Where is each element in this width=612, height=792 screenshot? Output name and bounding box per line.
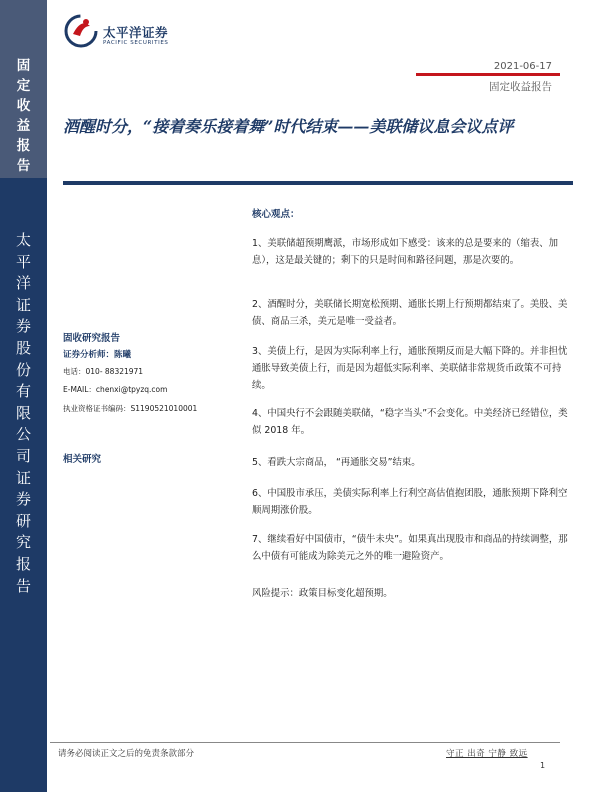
core-point-7: 7、继续看好中国债市，“债牛未央”。如果真出现股市和商品的持续调整，那么中债有可能成为除美元之外的唯一避险资产。: [252, 534, 568, 562]
analyst-phone: 电话：010- 88321971: [63, 367, 144, 376]
sidebar-char: 益: [16, 118, 31, 134]
sidebar-company-label: [0, 230, 47, 597]
analyst-email: E-MAIL：chenxi@tpyzq.com: [63, 385, 168, 394]
core-point-6: 6、中国股市承压，美债实际利率上行利空高估值抱团股，通胀预期下降利空顺周期涨价股。: [252, 488, 568, 516]
risk-warning: 风险提示：政策目标变化超预期。: [252, 588, 393, 599]
core-views-heading: 核心观点：: [252, 209, 300, 220]
header-accent-bar: [416, 73, 560, 76]
sidebar-char: 研: [15, 511, 31, 530]
sidebar-char: 券: [15, 317, 31, 336]
report-type-label: 固收研究报告: [63, 333, 121, 344]
core-point-3: 3、美债上行，是因为实际利率上行，通胀预期反而是大幅下降的。并非担忧通胀导致美债上行，而是因为超低实际利率、美联储非常规货币政策不可持续。: [252, 346, 568, 391]
analyst-label: 证券分析师：: [63, 350, 115, 360]
sidebar-char: 券: [15, 490, 31, 509]
sidebar-char: 收: [16, 98, 31, 114]
sidebar-char: 固: [16, 58, 31, 74]
sidebar-char: 究: [15, 533, 31, 552]
title-divider: [63, 181, 573, 185]
footer-motto-text: 守正 出奇 宁静 致远: [446, 749, 528, 759]
sidebar-char: 公: [15, 425, 31, 444]
core-point-5: 5、看跌大宗商品， “再通胀交易”结束。: [252, 457, 421, 468]
sidebar-char: 股: [15, 338, 31, 357]
page-number: 1: [540, 761, 546, 770]
sidebar-char: 太: [15, 231, 31, 249]
sidebar-char: 限: [15, 403, 31, 422]
sidebar-char: 司: [15, 446, 31, 465]
footer-divider: [50, 742, 560, 743]
sidebar-char: 洋: [15, 274, 31, 293]
related-research-label: 相关研究: [63, 454, 102, 465]
footer-disclaimer: 请务必阅读正文之后的免责条款部分: [58, 749, 195, 759]
core-point-1: 1、美联储超预期鹰派，市场形成如下感受：该来的总是要来的（缩表、加息），这是最关键的；剩下的只是时间和路径问题，那是次要的。: [252, 238, 558, 266]
core-point-2: 2、酒醒时分，美联储长期宽松预期、通胀长期上行预期都结束了。美股、美债、商品三杀，美元是唯一受益者。: [252, 299, 568, 327]
report-category: 固定收益报告: [489, 81, 552, 93]
analyst-name: 陈曦: [114, 350, 132, 360]
core-point-4: 4、中国央行不会跟随美联储，“稳字当头”不会变化。中美经济已经错位，类似 2018 年。: [252, 408, 568, 436]
report-title: 酒醒时分，“接着奏乐接着舞”时代结束——美联储议息会议点评: [63, 117, 514, 136]
sidebar-char: 证: [15, 295, 31, 314]
logo-name-cn: 太平洋证券: [103, 25, 169, 40]
sidebar-char: 告: [15, 576, 31, 595]
sidebar-char: 平: [15, 252, 31, 271]
sidebar-char: 报: [15, 554, 31, 573]
analyst-cert-number: 执业资格证书编码：S1190521010001: [63, 404, 198, 413]
analyst-line: [63, 348, 131, 360]
sidebar-char: 份: [15, 360, 31, 379]
sidebar-char: 有: [15, 382, 31, 401]
sidebar-char: 定: [16, 78, 31, 94]
sidebar-char: 告: [16, 158, 31, 174]
footer-motto: [446, 747, 528, 759]
pacific-securities-logo-icon: [64, 14, 98, 48]
report-date: 2021-06-17: [493, 61, 552, 72]
sidebar-report-type: [0, 56, 47, 176]
sidebar-char: 证: [15, 468, 31, 487]
sidebar-char: 报: [16, 138, 31, 154]
logo-name-en: PACIFIC SECURITIES: [103, 40, 169, 46]
